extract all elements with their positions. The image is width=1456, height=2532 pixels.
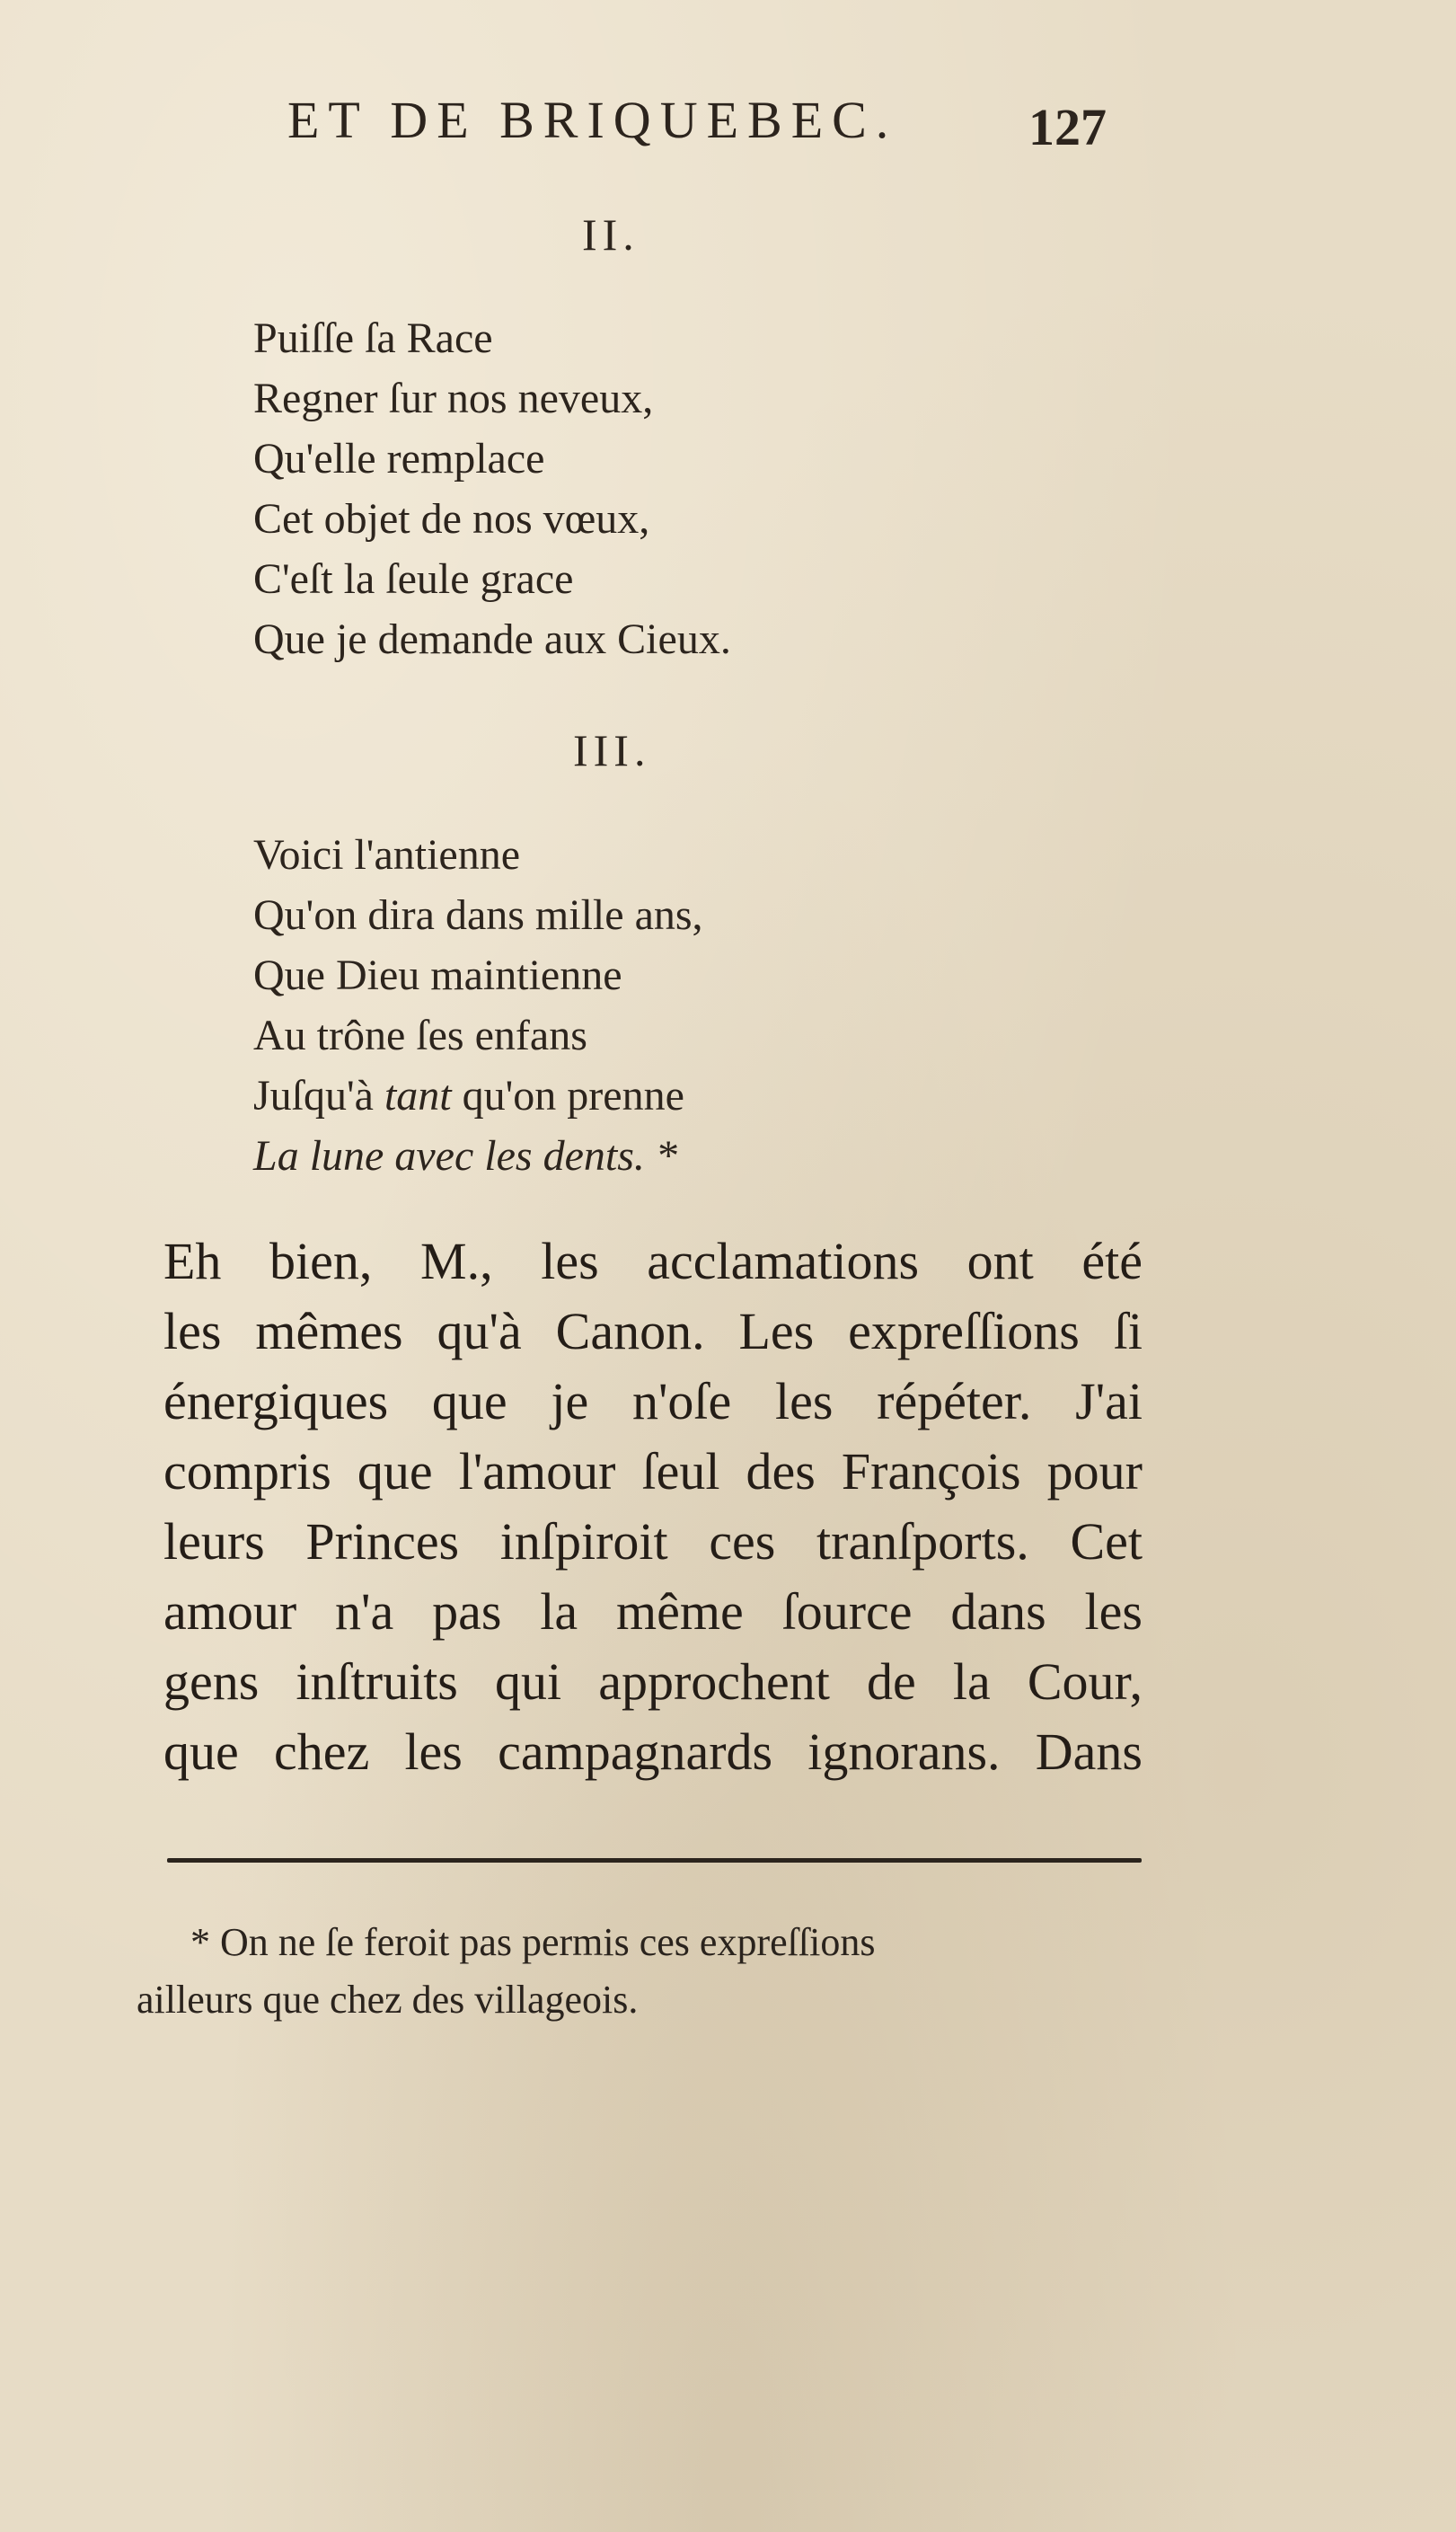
- prose-line: amour n'a pas la même ſource dans les: [163, 1582, 1143, 1641]
- prose-line: Eh bien, M., les acclamations ont été: [163, 1232, 1143, 1290]
- stanza-3-verse: [253, 825, 703, 1186]
- prose-line: gens inſtruits qui approchent de la Cour,: [163, 1652, 1143, 1711]
- verse-line: C'eſt la ſeule grace: [253, 555, 574, 603]
- verse-line: Cet objet de nos vœux,: [253, 495, 650, 543]
- running-title: ET DE BRIQUEBEC.: [287, 91, 898, 149]
- verse-fragment: qu'on prenne: [451, 1072, 684, 1120]
- verse-line: Qu'elle remplace: [253, 435, 545, 482]
- verse-line: Que Dieu maintienne: [253, 952, 622, 999]
- page-number: 127: [1028, 98, 1107, 156]
- prose-line: compris que l'amour ſeul des François pour: [163, 1442, 1143, 1501]
- verse-fragment: Juſqu'à: [253, 1072, 384, 1120]
- verse-line: Voici l'antienne: [253, 831, 521, 879]
- verse-line: Regner ſur nos neveux,: [253, 375, 654, 422]
- stanza-number-3: III.: [573, 725, 651, 775]
- prose-paragraph: [163, 1226, 1143, 1787]
- verse-line: Au trône ſes enfans: [253, 1012, 587, 1059]
- verse-line-italic: [253, 1126, 703, 1186]
- stanza-2-verse: [253, 308, 731, 669]
- footnote-line: ailleurs que chez des villageois.: [137, 1978, 639, 2022]
- footnote: [137, 1914, 1143, 2029]
- verse-line: Qu'on dira dans mille ans,: [253, 891, 703, 939]
- prose-line: énergiques que je n'oſe les répéter. J'ai: [163, 1372, 1143, 1430]
- verse-line: Que je demande aux Cieux.: [253, 615, 731, 663]
- footnote-line: * On ne ſe feroit pas permis ces expreſſions: [190, 1920, 876, 1964]
- verse-line: [253, 1066, 703, 1126]
- prose-line: que chez les campagnards ignorans. Dans: [163, 1722, 1143, 1781]
- prose-line: leurs Princes inſpiroit ces tranſports. Cet: [163, 1512, 1143, 1571]
- prose-line: les mêmes qu'à Canon. Les expreſſions ſi: [163, 1302, 1143, 1360]
- italic-verse: La lune avec les dents. *: [253, 1132, 677, 1180]
- footnote-rule: [167, 1858, 1142, 1863]
- italic-word: tant: [384, 1072, 452, 1120]
- verse-line: Puiſſe ſa Race: [253, 314, 493, 362]
- stanza-number-2: II.: [582, 209, 640, 260]
